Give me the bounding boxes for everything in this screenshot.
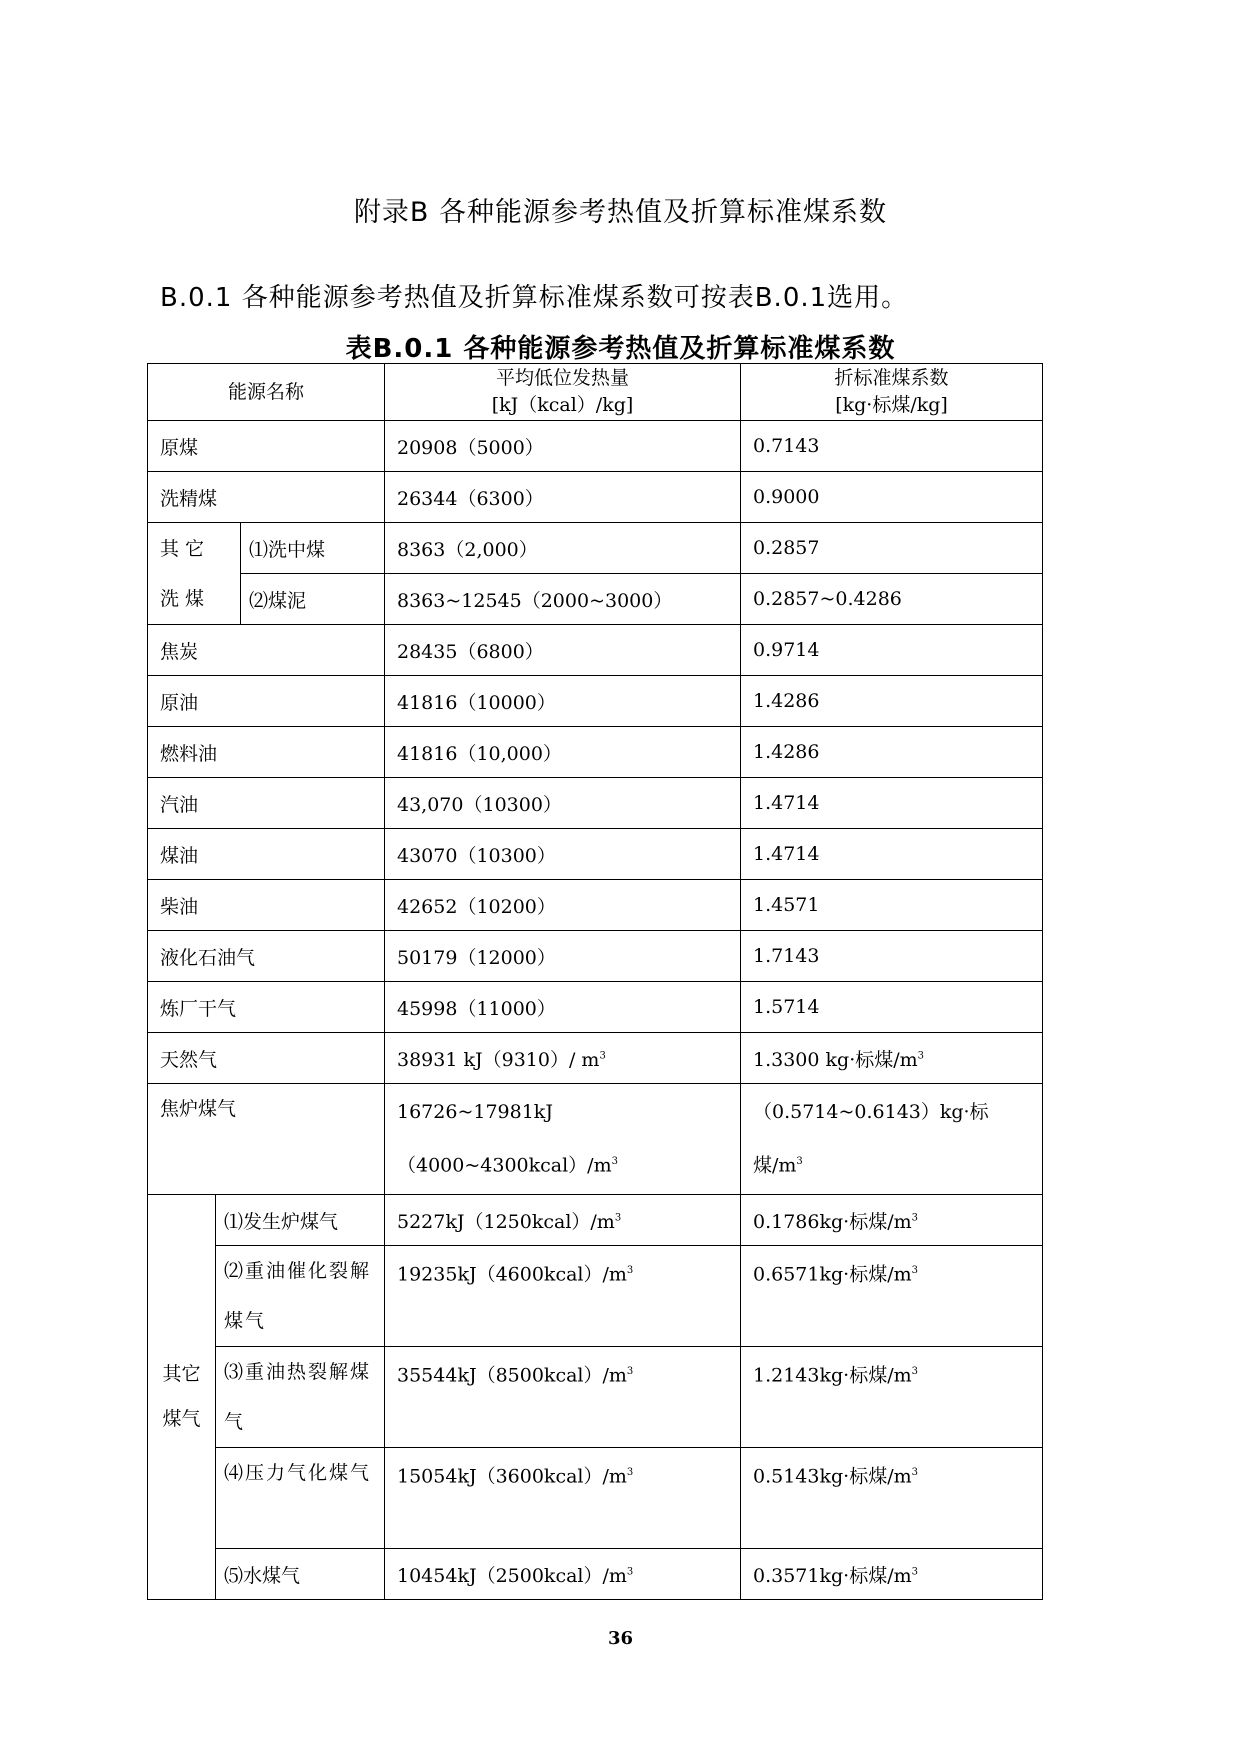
row-name: 原油 — [148, 676, 385, 727]
row-heat: 16726~17981kJ （4000~4300kcal）/m — [397, 1101, 612, 1177]
row-heat: 38931 kJ（9310）/ m — [397, 1048, 600, 1071]
row-name: ⑵重油催化裂解煤气 — [216, 1246, 385, 1347]
row-name: ⑴发生炉煤气 — [216, 1195, 385, 1246]
row-name: ⑸水煤气 — [216, 1549, 385, 1600]
page-number: 36 — [607, 1628, 634, 1649]
row-heat: 41816（10000） — [385, 676, 741, 727]
header-coef — [741, 364, 1043, 421]
table-row — [148, 472, 1043, 523]
cubic-superscript: 3 — [911, 1467, 918, 1478]
row-coef: 0.9000 — [741, 472, 1043, 523]
header-heat — [385, 364, 741, 421]
table-row — [148, 982, 1043, 1033]
row-coef-cell — [741, 1448, 1043, 1549]
header-name: 能源名称 — [148, 364, 385, 421]
appendix-heading: 附录B 各种能源参考热值及折算标准煤系数 — [353, 197, 888, 228]
row-heat: 28435（6800） — [385, 625, 741, 676]
row-heat: 8363（2,000） — [385, 523, 741, 574]
row-heat: 43,070（10300） — [385, 778, 741, 829]
table-row — [148, 1195, 1043, 1246]
row-coef: 0.3571kg·标煤/m — [753, 1564, 912, 1587]
row-name: 液化石油气 — [148, 931, 385, 982]
row-coef: （0.5714~0.6143）kg·标煤/m — [753, 1101, 989, 1177]
cubic-superscript: 3 — [626, 1566, 634, 1578]
cubic-superscript: 3 — [626, 1467, 634, 1478]
row-coef: 0.5143kg·标煤/m — [753, 1465, 912, 1488]
table-row — [148, 625, 1043, 676]
row-name: 煤油 — [148, 829, 385, 880]
row-name: ⑶重油热裂解煤气 — [216, 1347, 385, 1448]
row-name: 原煤 — [148, 421, 385, 472]
row-coef-cell — [741, 1084, 1043, 1195]
row-name: 天然气 — [148, 1033, 385, 1084]
table-row — [148, 931, 1043, 982]
row-heat: 10454kJ（2500kcal）/m — [397, 1564, 627, 1587]
table-row — [148, 574, 1043, 625]
row-coef: 1.3300 kg·标煤/m — [753, 1048, 918, 1071]
row-heat: 5227kJ（1250kcal）/m — [397, 1210, 615, 1233]
cubic-superscript: 3 — [626, 1366, 634, 1377]
row-heat: 41816（10,000） — [385, 727, 741, 778]
cubic-superscript: 3 — [611, 1156, 618, 1168]
row-name: 柴油 — [148, 880, 385, 931]
row-coef: 1.7143 — [741, 931, 1043, 982]
row-coef: 0.9714 — [741, 625, 1043, 676]
row-coef: 1.4286 — [741, 676, 1043, 727]
table-row — [148, 1549, 1043, 1600]
row-coef: 1.4286 — [741, 727, 1043, 778]
table-row — [148, 1246, 1043, 1347]
group-other-gas: 其它煤气 — [148, 1195, 216, 1600]
row-name: 洗精煤 — [148, 472, 385, 523]
row-coef-cell — [741, 1195, 1043, 1246]
row-heat-cell — [385, 1033, 741, 1084]
row-heat-cell — [385, 1246, 741, 1347]
clause-text: B.0.1 各种能源参考热值及折算标准煤系数可按表B.0.1选用。 — [160, 283, 909, 313]
row-coef-cell — [741, 1347, 1043, 1448]
cubic-superscript: 3 — [626, 1265, 634, 1276]
row-coef: 1.4571 — [741, 880, 1043, 931]
cubic-superscript: 3 — [917, 1050, 925, 1062]
row-coef: 1.4714 — [741, 778, 1043, 829]
cubic-superscript: 3 — [911, 1212, 918, 1224]
row-heat: 42652（10200） — [385, 880, 741, 931]
table-header-row — [148, 364, 1043, 421]
row-name: ⑷压力气化煤气 — [216, 1448, 385, 1549]
row-coef-cell — [741, 1246, 1043, 1347]
row-name: 焦炭 — [148, 625, 385, 676]
table-row — [148, 1084, 1043, 1195]
row-heat-cell — [385, 1347, 741, 1448]
row-heat: 43070（10300） — [385, 829, 741, 880]
group-other-washed-coal: 其它洗煤 — [148, 523, 241, 625]
row-coef-cell — [741, 1033, 1043, 1084]
row-name: 汽油 — [148, 778, 385, 829]
row-heat-cell — [385, 1084, 741, 1195]
cubic-superscript: 3 — [911, 1265, 918, 1276]
row-heat-cell — [385, 1195, 741, 1246]
row-heat: 35544kJ（8500kcal）/m — [397, 1364, 627, 1387]
cubic-superscript: 3 — [911, 1566, 918, 1578]
table-row — [148, 880, 1043, 931]
row-coef: 1.4714 — [741, 829, 1043, 880]
row-name: ⑴洗中煤 — [241, 523, 385, 574]
row-name: ⑵煤泥 — [241, 574, 385, 625]
row-heat-cell — [385, 1549, 741, 1600]
row-heat-cell — [385, 1448, 741, 1549]
row-coef: 0.6571kg·标煤/m — [753, 1263, 912, 1286]
row-coef: 1.2143kg·标煤/m — [753, 1364, 912, 1387]
row-heat: 8363~12545（2000~3000） — [385, 574, 741, 625]
energy-table — [147, 363, 1043, 1600]
row-heat: 19235kJ（4600kcal）/m — [397, 1263, 627, 1286]
table-row — [148, 1033, 1043, 1084]
table-row — [148, 676, 1043, 727]
row-coef: 0.2857~0.4286 — [741, 574, 1043, 625]
header-heat-line2: [kJ（kcal）/kg] — [491, 394, 634, 416]
row-heat: 15054kJ（3600kcal）/m — [397, 1465, 627, 1488]
cubic-superscript: 3 — [911, 1366, 918, 1377]
row-heat: 50179（12000） — [385, 931, 741, 982]
cubic-superscript: 3 — [796, 1156, 803, 1168]
header-coef-line2: [kg·标煤/kg] — [835, 394, 948, 416]
row-coef-cell — [741, 1549, 1043, 1600]
row-coef: 0.2857 — [741, 523, 1043, 574]
table-row — [148, 829, 1043, 880]
row-name: 焦炉煤气 — [148, 1084, 385, 1195]
header-coef-line1: 折标准煤系数 — [834, 367, 949, 389]
table-row — [148, 727, 1043, 778]
row-coef: 0.7143 — [741, 421, 1043, 472]
table-row — [148, 778, 1043, 829]
row-name: 燃料油 — [148, 727, 385, 778]
header-heat-line1: 平均低位发热量 — [495, 367, 629, 389]
row-heat: 26344（6300） — [385, 472, 741, 523]
row-heat: 45998（11000） — [385, 982, 741, 1033]
table-row — [148, 421, 1043, 472]
table-row — [148, 1347, 1043, 1448]
row-coef: 0.1786kg·标煤/m — [753, 1210, 912, 1233]
row-coef: 1.5714 — [741, 982, 1043, 1033]
row-name: 炼厂干气 — [148, 982, 385, 1033]
table-row — [148, 1448, 1043, 1549]
table-title: 表B.0.1 各种能源参考热值及折算标准煤系数 — [345, 334, 896, 364]
table-row — [148, 523, 1043, 574]
cubic-superscript: 3 — [614, 1212, 622, 1224]
cubic-superscript: 3 — [599, 1050, 606, 1062]
row-heat: 20908（5000） — [385, 421, 741, 472]
